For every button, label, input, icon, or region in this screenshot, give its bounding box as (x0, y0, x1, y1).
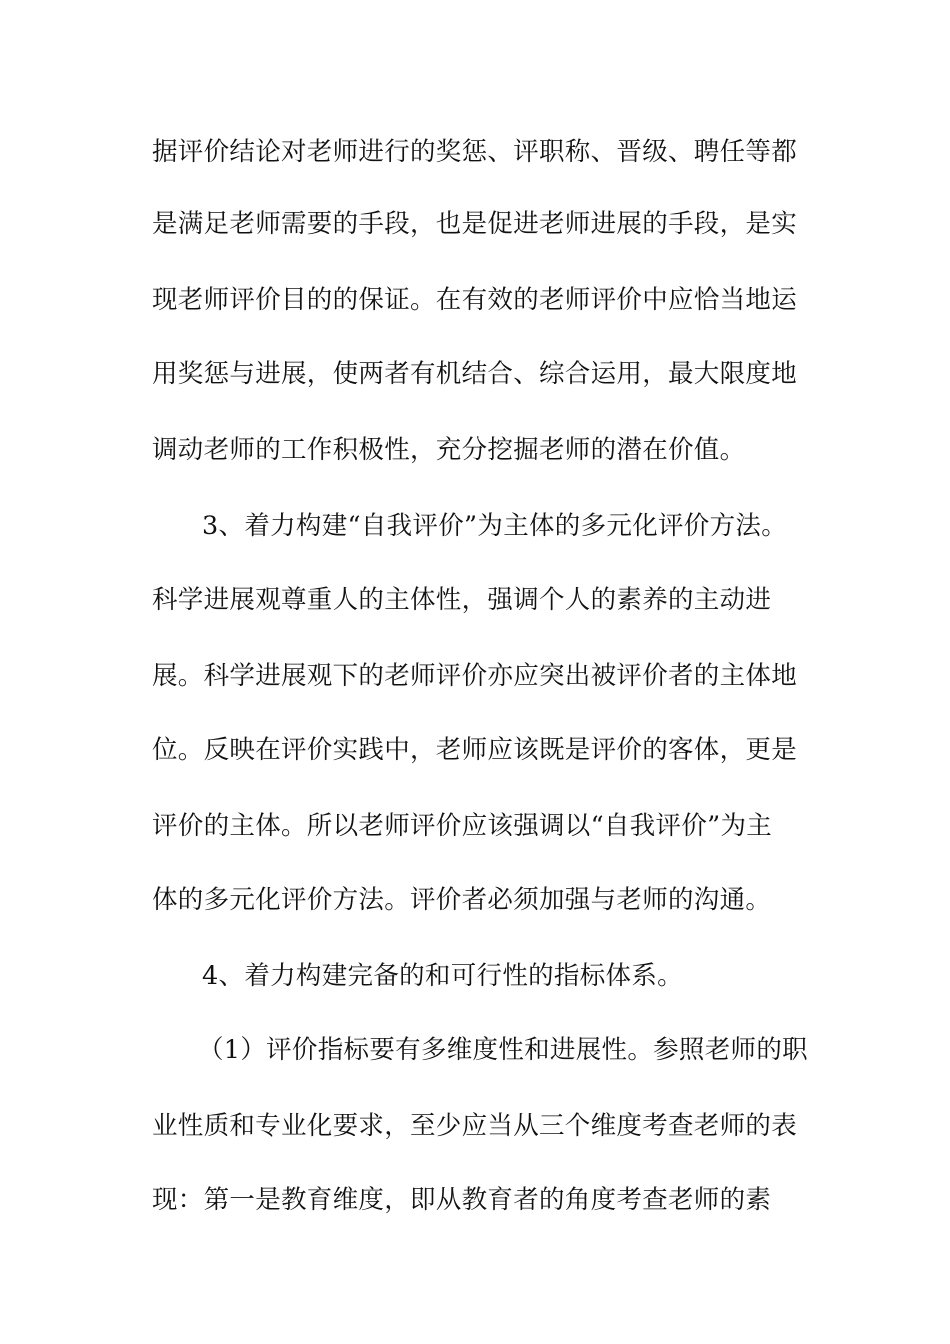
text-line-12-heading: 4、着力构建完备的和可行性的指标体系。 (202, 961, 683, 991)
text-line-15: 现：第一是教育维度，即从教育者的角度考查老师的素 (152, 1185, 772, 1215)
text-line-1: 据评价结论对老师进行的奖惩、评职称、晋级、聘任等都 (152, 137, 798, 167)
text-line-6-heading: 3、着力构建“自我评价”为主体的多元化评价方法。 (202, 511, 787, 541)
text-line-10: 评价的主体。所以老师评价应该强调以“自我评价”为主 (152, 811, 773, 841)
text-line-8: 展。科学进展观下的老师评价亦应突出被评价者的主体地 (152, 661, 798, 691)
text-line-7: 科学进展观尊重人的主体性，强调个人的素养的主动进 (152, 585, 772, 615)
text-line-9: 位。反映在评价实践中，老师应该既是评价的客体，更是 (152, 735, 798, 765)
text-line-3: 现老师评价目的的保证。在有效的老师评价中应恰当地运 (152, 285, 798, 315)
text-line-13: （1）评价指标要有多维度性和进展性。参照老师的职 (198, 1035, 808, 1065)
text-line-2: 是满足老师需要的手段，也是促进老师进展的手段，是实 (152, 209, 798, 239)
text-line-5: 调动老师的工作积极性，充分挖掘老师的潜在价值。 (152, 435, 746, 465)
text-line-14: 业性质和专业化要求，至少应当从三个维度考查老师的表 (152, 1111, 798, 1141)
text-line-11: 体的多元化评价方法。评价者必须加强与老师的沟通。 (152, 885, 772, 915)
text-line-4: 用奖惩与进展，使两者有机结合、综合运用，最大限度地 (152, 359, 798, 389)
